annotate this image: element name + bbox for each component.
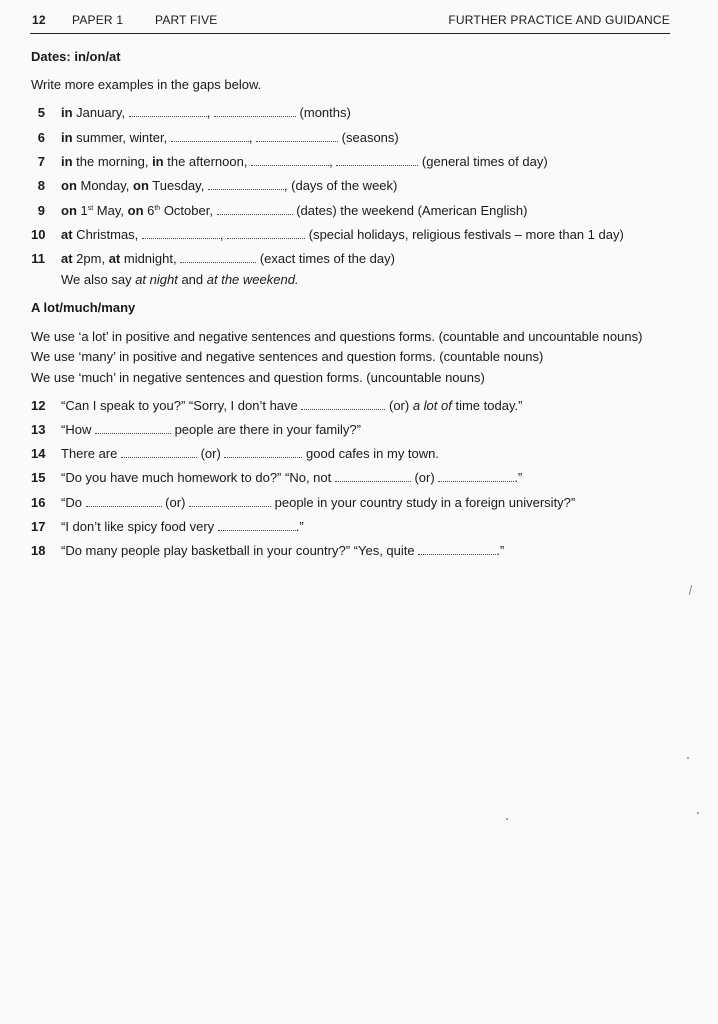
item-text: , xyxy=(248,130,257,145)
rule-much: We use ‘much’ in negative sentences and question forms. (uncountable nouns) xyxy=(31,370,485,385)
item-number: 17 xyxy=(31,519,46,534)
item-text: in xyxy=(61,130,73,145)
paper-label: PAPER 1 xyxy=(72,13,124,27)
item-text: January, xyxy=(72,105,129,120)
item-number: 8 xyxy=(37,178,45,193)
item-number: 15 xyxy=(31,470,46,485)
item-text: Tuesday, xyxy=(148,178,208,193)
dates-note: We also say at night and at the weekend. xyxy=(61,272,299,287)
scan-speck xyxy=(697,812,699,814)
answer-gap[interactable] xyxy=(251,156,329,166)
section-title: FURTHER PRACTICE AND GUIDANCE xyxy=(448,13,670,27)
item-text: th xyxy=(154,205,161,212)
item-text: in xyxy=(61,154,73,169)
answer-gap[interactable] xyxy=(171,132,249,142)
item-text: “How xyxy=(61,422,95,437)
scan-speck xyxy=(506,818,508,820)
item-text: people in your country study in a foreign university?” xyxy=(271,495,576,510)
item-text: good cafes in my town. xyxy=(302,446,440,461)
item-number: 9 xyxy=(37,203,45,218)
item-text: the morning, xyxy=(72,154,153,169)
item-number: 7 xyxy=(37,154,45,169)
item-text: 6 xyxy=(143,203,155,218)
item-text: the afternoon, xyxy=(163,154,252,169)
answer-gap[interactable] xyxy=(335,472,411,482)
answer-gap[interactable] xyxy=(121,448,197,458)
item-number: 5 xyxy=(37,105,45,120)
item-number: 11 xyxy=(31,251,45,266)
alot-heading: A lot/much/many xyxy=(31,300,136,315)
item-text: at xyxy=(61,227,73,242)
item-text: , xyxy=(206,105,214,120)
item-text: (or) xyxy=(385,398,413,413)
item-text: (or) xyxy=(196,446,225,461)
item-number: 6 xyxy=(37,130,45,145)
item-text: , (days of the week) xyxy=(283,178,398,193)
item-text: at the weekend. xyxy=(206,272,299,287)
item-text: “Do you have much homework to do?” “No, not xyxy=(61,470,335,485)
dates-instruction: Write more examples in the gaps below. xyxy=(31,77,262,92)
item-text: summer, winter, xyxy=(72,130,171,145)
answer-gap[interactable] xyxy=(301,400,385,410)
item-text: .” xyxy=(295,519,304,534)
answer-gap[interactable] xyxy=(418,545,496,555)
part-label: PART FIVE xyxy=(155,13,218,27)
item-number: 14 xyxy=(31,446,46,461)
item-number: 16 xyxy=(31,495,46,510)
item-text: (seasons) xyxy=(338,130,399,145)
item-text: time today.” xyxy=(451,398,523,413)
item-text: (exact times of the day) xyxy=(256,251,395,266)
item-text: Monday, xyxy=(76,178,134,193)
item-text: Christmas, xyxy=(72,227,142,242)
item-text: at night xyxy=(135,272,178,287)
item-text: in xyxy=(152,154,164,169)
item-number: 12 xyxy=(31,398,46,413)
item-text: on xyxy=(61,178,77,193)
answer-gap[interactable] xyxy=(189,497,271,507)
answer-gap[interactable] xyxy=(256,132,338,142)
item-text: , xyxy=(329,154,337,169)
item-text: (or) xyxy=(161,495,190,510)
answer-gap[interactable] xyxy=(142,229,220,239)
scan-speck xyxy=(687,757,689,759)
item-text: “I don’t like spicy food very xyxy=(61,519,218,534)
answer-gap[interactable] xyxy=(129,107,207,117)
item-text: people are there in your family?” xyxy=(170,422,361,437)
item-text: on xyxy=(127,203,144,218)
rule-many: We use ‘many’ in positive and negative sentences and question forms. (countable nouns) xyxy=(31,349,544,364)
answer-gap[interactable] xyxy=(180,253,256,263)
item-text: 1 xyxy=(76,203,88,218)
page-header xyxy=(30,11,670,34)
answer-gap[interactable] xyxy=(95,424,171,434)
item-text: May, xyxy=(93,203,128,218)
item-text: in xyxy=(61,105,73,120)
answer-gap[interactable] xyxy=(208,180,284,190)
item-text: (or) xyxy=(410,470,439,485)
item-number: 10 xyxy=(31,227,46,242)
page-number: 12 xyxy=(32,13,46,27)
answer-gap[interactable] xyxy=(214,107,296,117)
item-text: a lot of xyxy=(412,398,452,413)
item-text: .” xyxy=(514,470,523,485)
answer-gap[interactable] xyxy=(227,229,305,239)
item-text: (months) xyxy=(295,105,351,120)
answer-gap[interactable] xyxy=(336,156,418,166)
item-text: midnight, xyxy=(120,251,181,266)
item-text: “Do many people play basketball in your country?” “Yes, quite xyxy=(61,543,419,558)
answer-gap[interactable] xyxy=(218,521,296,531)
item-text: on xyxy=(61,203,77,218)
item-text: (special holidays, religious festivals – more than 1 day) xyxy=(305,227,624,242)
scan-speck xyxy=(689,585,693,595)
item-text: (dates) the weekend (American English) xyxy=(292,203,528,218)
answer-gap[interactable] xyxy=(224,448,302,458)
item-text: on xyxy=(133,178,149,193)
item-text: October, xyxy=(160,203,217,218)
item-number: 13 xyxy=(31,422,46,437)
rule-alot: We use ‘a lot’ in positive and negative sentences and questions forms. (countable and uncountable nouns) xyxy=(31,329,643,344)
answer-gap[interactable] xyxy=(438,472,514,482)
dates-heading: Dates: in/on/at xyxy=(31,49,121,64)
item-text: “Can I speak to you?” “Sorry, I don’t have xyxy=(61,398,302,413)
item-text: , xyxy=(219,227,228,242)
item-text: at xyxy=(108,251,121,266)
item-text: .” xyxy=(496,543,505,558)
item-number: 18 xyxy=(31,543,46,558)
item-text: st xyxy=(87,205,94,212)
item-text: at xyxy=(61,251,73,266)
item-text: (general times of day) xyxy=(418,154,548,169)
item-text: 2pm, xyxy=(72,251,109,266)
item-text: “Do xyxy=(61,495,86,510)
answer-gap[interactable] xyxy=(86,497,162,507)
answer-gap[interactable] xyxy=(217,205,293,215)
item-text: There are xyxy=(61,446,121,461)
